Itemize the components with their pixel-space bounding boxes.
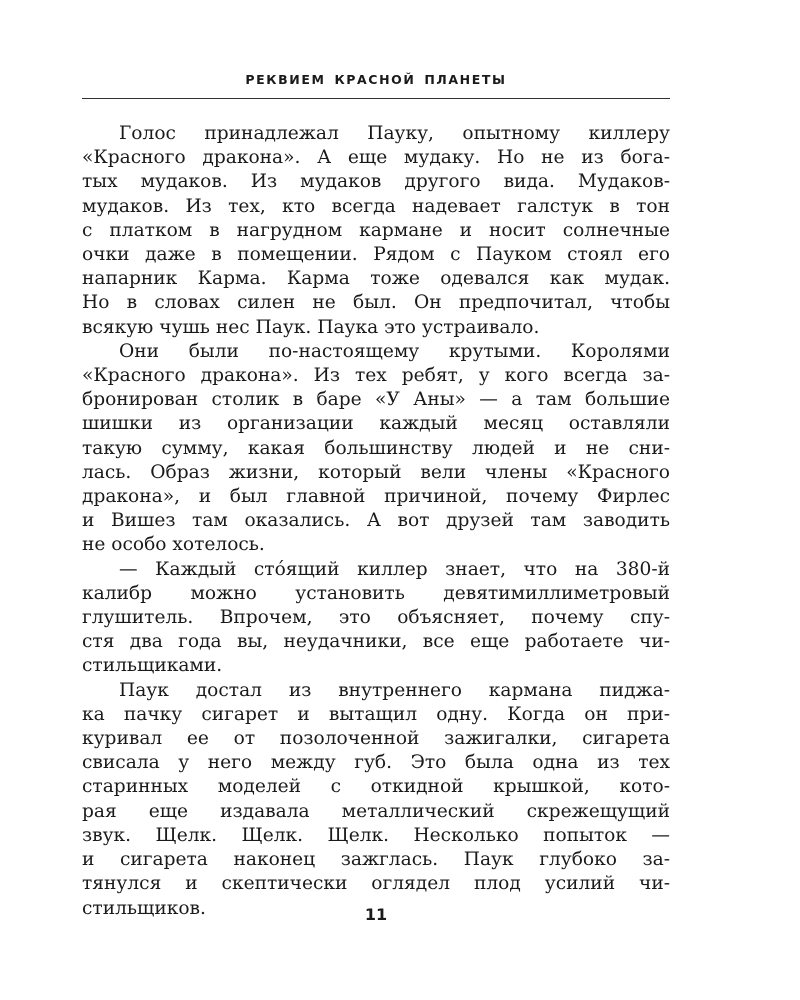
paragraph bbox=[82, 679, 670, 921]
paragraph bbox=[82, 340, 670, 558]
paragraph bbox=[82, 122, 670, 340]
text-line: очки даже в помещении. Рядом с Пауком стоял его bbox=[82, 244, 670, 266]
text-line: дракона», и был главной причиной, почему Фирлес bbox=[82, 486, 670, 508]
text-line: Голос принадлежал Пауку, опытному киллеру bbox=[119, 123, 670, 144]
text-line: не особо хотелось. bbox=[82, 534, 265, 556]
text-line: мудаков. Из тех, кто всегда надевает галстук в тон bbox=[82, 195, 670, 217]
text-line: рая еще издавала металлический скрежещущий bbox=[82, 800, 670, 822]
text-line: глушитель. Впрочем, это объясняет, почему спу- bbox=[82, 607, 670, 629]
text-line: стильщиками. bbox=[82, 655, 223, 677]
text-line: стильщиков. bbox=[82, 897, 206, 919]
text-line: Они были по-настоящему крутыми. Королями bbox=[119, 340, 670, 362]
running-head-title: РЕКВИЕМ КРАСНОЙ ПЛАНЕТЫ bbox=[245, 72, 507, 87]
text-line: с платком в нагрудном кармане и носит солнечные bbox=[82, 219, 670, 241]
text-line: звук. Щелк. Щелк. Щелк. Несколько попыток — bbox=[82, 824, 670, 846]
text-line: напарник Карма. Карма тоже одевался как мудак. bbox=[82, 268, 670, 290]
text-line: старинных моделей с откидной крышкой, кото- bbox=[82, 776, 670, 798]
text-line: «Красного дракона». А еще мудаку. Но не из бога- bbox=[82, 147, 670, 169]
text-line: всякую чушь нес Паук. Паука это устраивало. bbox=[82, 316, 540, 338]
text-line: и сигарета наконец зажглась. Паук глубоко за- bbox=[82, 849, 670, 871]
text-line: и Вишез там оказались. А вот друзей там заводить bbox=[82, 510, 670, 532]
text-line: тянулся и скептически оглядел плод усилий чи- bbox=[82, 873, 670, 895]
text-line: бронирован столик в баре «У Аны» — а там большие bbox=[82, 389, 670, 411]
text-body bbox=[82, 122, 670, 921]
page-number: 11 bbox=[364, 905, 388, 924]
text-line: шишки из организации каждый месяц оставляли bbox=[82, 413, 670, 435]
text-line: Но в словах силен не был. Он предпочитал, чтобы bbox=[82, 292, 670, 314]
text-line: «Красного дракона». Из тех ребят, у кого всегда за- bbox=[82, 365, 670, 387]
text-line: лась. Образ жизни, который вели члены «Красного bbox=[82, 461, 670, 483]
text-line: стя два года вы, неудачники, все еще работаете чи- bbox=[82, 631, 670, 653]
text-line: ка пачку сигарет и вытащил одну. Когда он при- bbox=[82, 703, 670, 725]
text-line: калибр можно установить девятимиллиметровый bbox=[82, 582, 670, 604]
text-line: куривал ее от позолоченной зажигалки, сигарета bbox=[82, 728, 670, 750]
text-line: тых мудаков. Из мудаков другого вида. Мудаков- bbox=[82, 171, 670, 193]
header-divider bbox=[82, 98, 670, 99]
text-line: свисала у него между губ. Это была одна из тех bbox=[82, 752, 670, 774]
text-line: — Каждый сто́ящий киллер знает, что на 380-й bbox=[119, 558, 670, 580]
paragraph bbox=[82, 558, 670, 679]
text-line: такую сумму, какая большинству людей и не сни- bbox=[82, 437, 670, 459]
text-line: Паук достал из внутреннего кармана пиджа- bbox=[119, 679, 670, 701]
